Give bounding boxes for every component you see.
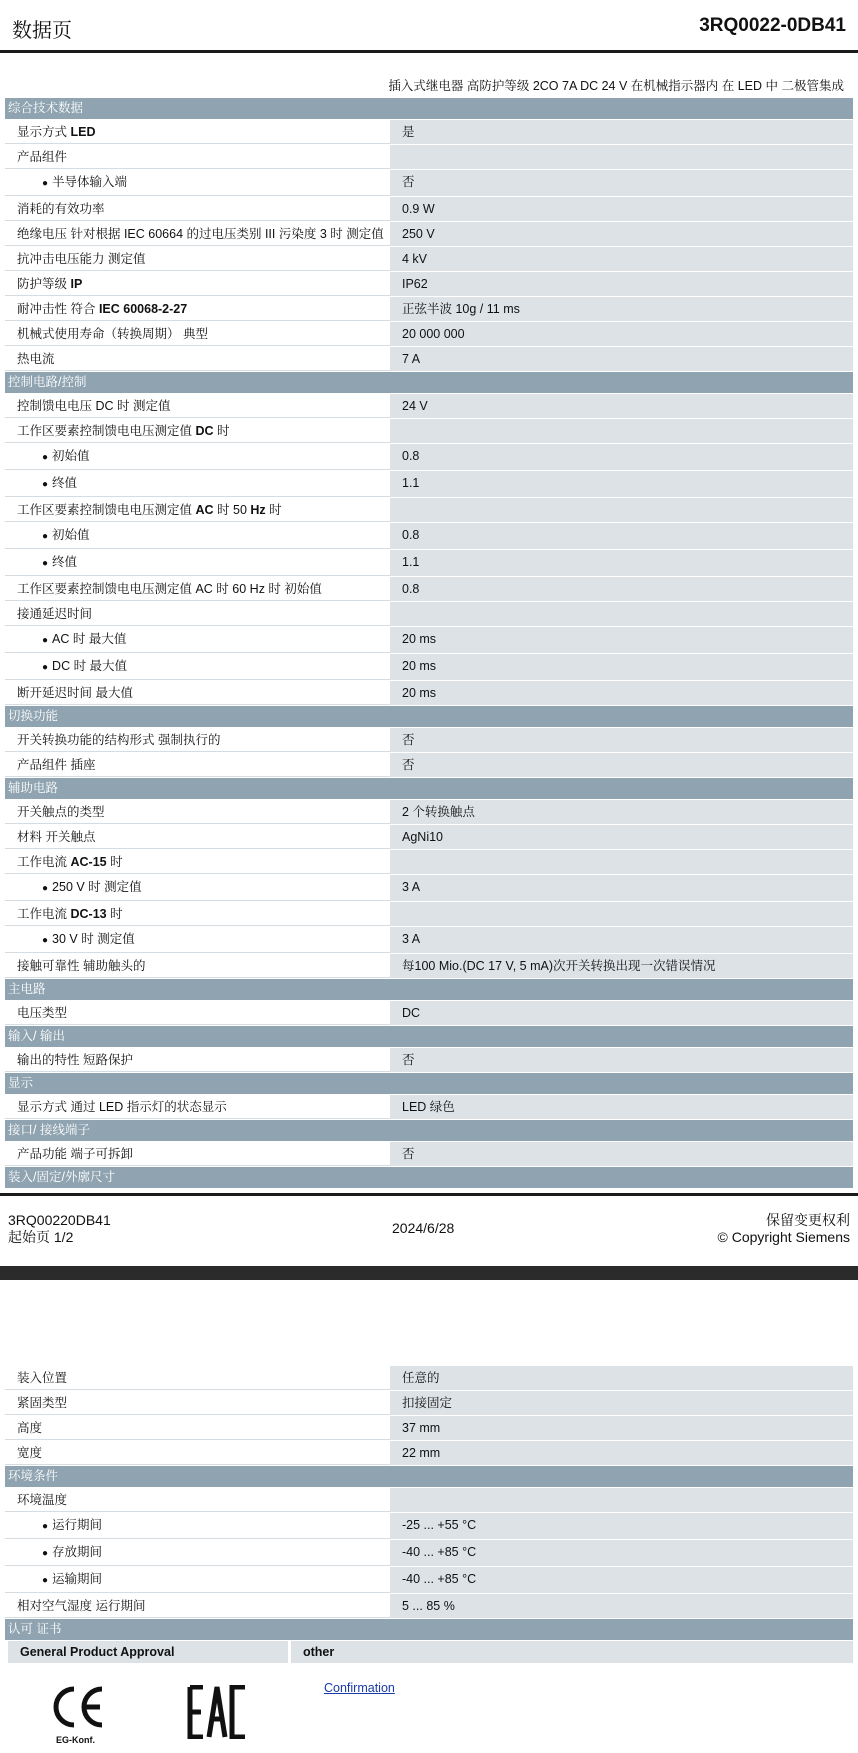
spec-label-text: 开关转换功能的结构形式 强制执行的 [17,733,221,747]
spec-value: DC [390,1001,853,1025]
spec-row [5,197,853,222]
spec-label-text: 环境温度 [17,1493,68,1507]
spec-value [390,419,853,443]
bullet-icon: ● [42,452,49,463]
spec-value: 7 A [390,347,853,371]
spec-row [5,1048,853,1073]
bullet-icon: ● [42,558,49,569]
spec-value: IP62 [390,272,853,296]
footer-code: 3RQ00220DB41 [8,1212,111,1228]
spec-label [5,272,390,296]
section-header: 装入/固定/外廓尺寸 [5,1167,853,1189]
spec-value: 20 000 000 [390,322,853,346]
spec-label-text: 接通延迟时间 [17,607,93,621]
spec-label [5,902,390,926]
spec-label [5,120,390,144]
eac-mark-icon [187,1685,249,1744]
spec-row [5,523,853,550]
page-divider [0,1266,858,1280]
spec-row [5,1488,853,1513]
approval-row [8,1641,853,1663]
spec-label [5,825,390,849]
bullet-icon: ● [42,935,49,946]
spec-row [5,1142,853,1167]
spec-label-text: 时 [265,503,282,517]
spec-label [5,1594,390,1618]
spec-row [5,222,853,247]
spec-label-text: 防护等级 [17,277,71,291]
spec-label [5,681,390,705]
spec-label [5,1488,390,1512]
spec-value: 5 ... 85 % [390,1594,853,1618]
approval-other: other [291,1641,853,1663]
page-header [0,0,858,53]
spec-value: 0.8 [390,444,853,470]
bullet-icon: ● [42,479,49,490]
spec-row [5,444,853,471]
spec-label [5,444,390,470]
spec-value: 20 ms [390,681,853,705]
spec-label [5,297,390,321]
spec-table-page1 [5,98,853,1189]
spec-table-page2 [5,1366,853,1641]
spec-label-text: 时 50 [213,503,251,517]
spec-row [5,927,853,954]
spec-value: 0.8 [390,523,853,549]
spec-row [5,1366,853,1391]
spec-value: 否 [390,753,853,777]
spec-row [5,681,853,706]
spec-row [5,602,853,627]
spec-row [5,1391,853,1416]
spec-value: -40 ... +85 °C [390,1567,853,1593]
spec-value: LED 绿色 [390,1095,853,1119]
spec-label-text: 控制馈电电压 DC 时 测定值 [17,399,171,413]
spec-value: 250 V [390,222,853,246]
spec-label-text: 显示方式 通过 LED 指示灯的状态显示 [17,1100,227,1114]
spec-label-text: AC-15 [70,855,107,869]
spec-row [5,577,853,602]
spec-label-text: 250 V 时 测定值 [52,880,142,894]
spec-row [5,1594,853,1619]
spec-label-text: 运行期间 [52,1518,103,1532]
certificates [0,1663,858,1753]
spec-label-text: 材料 开关触点 [17,830,96,844]
spec-label-text: 断开延迟时间 最大值 [17,686,133,700]
spec-row [5,1416,853,1441]
spec-label-text: 装入位置 [17,1371,68,1385]
spec-label [5,419,390,443]
spec-row [5,394,853,419]
spec-row [5,800,853,825]
spec-row [5,322,853,347]
spec-value: 每100 Mio.(DC 17 V, 5 mA)次开关转换出现一次错误情况 [390,954,853,978]
spec-label-text: 产品功能 端子可拆卸 [17,1147,133,1161]
spec-label-text: 时 [213,424,230,438]
spec-label-text: IP [70,277,83,291]
spec-label [5,1441,390,1465]
spec-label-text: LED [70,125,96,139]
spec-value [390,602,853,626]
ce-sub-label: EG-Konf. [56,1735,95,1745]
spec-row [5,471,853,498]
spec-label-text: DC 时 最大值 [52,659,128,673]
spec-label-text: 接触可靠性 辅助触头的 [17,959,146,973]
spec-label [5,1095,390,1119]
spec-label [5,850,390,874]
spec-value: 1.1 [390,471,853,497]
spec-value: 4 kV [390,247,853,271]
spec-label-text: Hz [250,503,266,517]
spec-label [5,1416,390,1440]
spec-value: 20 ms [390,627,853,653]
spec-label-text: 绝缘电压 针对根据 IEC 60664 的过电压类别 III 污染度 3 时 测定值 [17,227,384,241]
spec-label-text: 耐冲击性 符合 [17,302,99,316]
spec-value: 3 A [390,927,853,953]
spec-value: 否 [390,170,853,196]
spec-value: 2 个转换触点 [390,800,853,824]
section-header: 主电路 [5,979,853,1001]
spec-label [5,471,390,497]
spec-label-text: 宽度 [17,1446,43,1460]
spec-value: 是 [390,120,853,144]
spec-value [390,902,853,926]
footer-date: 2024/6/28 [392,1220,455,1236]
spec-label [5,875,390,901]
ce-mark-icon [52,1685,108,1752]
spec-label [5,1391,390,1415]
spec-label [5,523,390,549]
spec-value: 20 ms [390,654,853,680]
section-header: 辅助电路 [5,778,853,800]
spec-label-text: IEC 60068-2-27 [98,302,188,316]
spec-row [5,627,853,654]
spec-label [5,654,390,680]
spec-label-text: 产品组件 插座 [17,758,96,772]
spec-label [5,728,390,752]
product-description: 插入式继电器 高防护等级 2CO 7A DC 24 V 在机械指示器内 在 LED 中 二极管集成 [388,79,844,93]
spec-label-text: 工作区要素控制馈电电压测定值 [17,503,196,517]
spec-label-text: 高度 [17,1421,43,1435]
spec-value: 0.8 [390,577,853,601]
spec-row [5,1441,853,1466]
page-title: 数据页 [12,20,72,42]
spec-value: 否 [390,728,853,752]
section-header: 显示 [5,1073,853,1095]
spec-row [5,120,853,145]
spec-label-text: AC [195,503,214,517]
product-code: 3RQ0022-0DB41 [699,15,846,36]
spec-label-text: 运输期间 [52,1572,103,1586]
spec-value: AgNi10 [390,825,853,849]
spec-label-text: 半导体输入端 [52,175,128,189]
spec-row [5,498,853,523]
spec-label [5,1540,390,1566]
spec-label [5,577,390,601]
spec-row [5,654,853,681]
spec-label [5,347,390,371]
spec-label-text: 显示方式 [17,125,71,139]
spec-value: 扣接固定 [390,1391,853,1415]
spec-label-text: 工作电流 [17,855,71,869]
spec-row [5,145,853,170]
section-header: 接口/ 接线端子 [5,1120,853,1142]
footer-rights: 保留变更权利 [766,1212,850,1228]
spec-label [5,602,390,626]
spec-label-text: 紧固类型 [17,1396,68,1410]
spec-value: 否 [390,1048,853,1072]
spec-row [5,1540,853,1567]
spec-row [5,954,853,979]
spec-label-text: 存放期间 [52,1545,103,1559]
spec-value [390,850,853,874]
spec-row [5,850,853,875]
spec-label [5,247,390,271]
spec-label [5,1567,390,1593]
spec-label-text: 终值 [52,476,78,490]
spec-value: 24 V [390,394,853,418]
spec-label [5,1048,390,1072]
section-header: 综合技术数据 [5,98,853,120]
spec-value [390,498,853,522]
spec-label-text: 机械式使用寿命（转换周期） 典型 [17,327,208,341]
spec-value: 22 mm [390,1441,853,1465]
spec-label-text: 初始值 [52,449,90,463]
spec-label [5,1513,390,1539]
spec-row [5,297,853,322]
section-header: 认可 证书 [5,1619,853,1641]
section-header: 输入/ 输出 [5,1026,853,1048]
bullet-icon: ● [42,1548,49,1559]
bullet-icon: ● [42,178,49,189]
spec-value: 1.1 [390,550,853,576]
spec-label [5,322,390,346]
spec-row [5,272,853,297]
spec-label-text: AC 时 最大值 [52,632,127,646]
spec-label-text: 工作电流 [17,907,71,921]
spec-row [5,419,853,444]
bullet-icon: ● [42,1521,49,1532]
spec-label-text: 工作区要素控制馈电电压测定值 AC 时 60 Hz 时 初始值 [17,582,322,596]
spec-label-text: 产品组件 [17,150,68,164]
spec-label-text: 30 V 时 测定值 [52,932,135,946]
spec-row [5,1001,853,1026]
spec-value [390,1488,853,1512]
spec-label [5,927,390,953]
spec-row [5,728,853,753]
spec-label-text: 抗冲击电压能力 测定值 [17,252,146,266]
spec-label-text: 相对空气湿度 运行期间 [17,1599,146,1613]
spec-label [5,800,390,824]
spec-label [5,197,390,221]
spec-label [5,498,390,522]
spec-label [5,550,390,576]
section-header: 控制电路/控制 [5,372,853,394]
bullet-icon: ● [42,662,49,673]
spec-row [5,550,853,577]
bullet-icon: ● [42,883,49,894]
spec-label-text: 时 [106,907,123,921]
spec-label-text: 输出的特性 短路保护 [17,1053,133,1067]
spec-value: 37 mm [390,1416,853,1440]
spec-value: 3 A [390,875,853,901]
spec-row [5,247,853,272]
spec-label-text: 工作区要素控制馈电电压测定值 [17,424,196,438]
spec-label [5,222,390,246]
footer-page: 起始页 1/2 [8,1229,74,1245]
spec-value [390,145,853,169]
bullet-icon: ● [42,635,49,646]
bullet-icon: ● [42,531,49,542]
spec-value: -25 ... +55 °C [390,1513,853,1539]
spec-label-text: 电压类型 [17,1006,68,1020]
spec-label-text: DC [195,424,214,438]
spec-label-text: 消耗的有效功率 [17,202,105,216]
spec-label [5,954,390,978]
spec-label-text: 终值 [52,555,78,569]
spec-row [5,347,853,372]
spec-value: 否 [390,1142,853,1166]
spec-value: 0.9 W [390,197,853,221]
footer-copyright: © Copyright Siemens [717,1229,850,1245]
confirmation-link[interactable]: Confirmation [324,1681,395,1695]
spec-row [5,1513,853,1540]
spec-label-text: 初始值 [52,528,90,542]
spec-row [5,170,853,197]
spec-value: -40 ... +85 °C [390,1540,853,1566]
spec-label [5,1001,390,1025]
spec-row [5,902,853,927]
approval-type: General Product Approval [8,1641,288,1663]
spec-value: 正弦半波 10g / 11 ms [390,297,853,321]
spec-label-text: 热电流 [17,352,55,366]
spec-label [5,753,390,777]
bullet-icon: ● [42,1575,49,1586]
spec-label [5,145,390,169]
spec-row [5,875,853,902]
spec-label [5,394,390,418]
spec-row [5,825,853,850]
spec-label [5,1142,390,1166]
page-footer [0,1193,858,1266]
spec-label [5,627,390,653]
spec-row [5,753,853,778]
spec-label [5,1366,390,1390]
spec-label-text: 开关触点的类型 [17,805,105,819]
spec-label-text: DC-13 [70,907,107,921]
spec-label [5,170,390,196]
spec-row [5,1095,853,1120]
section-header: 环境条件 [5,1466,853,1488]
section-header: 切换功能 [5,706,853,728]
spec-label-text: 时 [106,855,123,869]
spec-row [5,1567,853,1594]
spec-value: 任意的 [390,1366,853,1390]
